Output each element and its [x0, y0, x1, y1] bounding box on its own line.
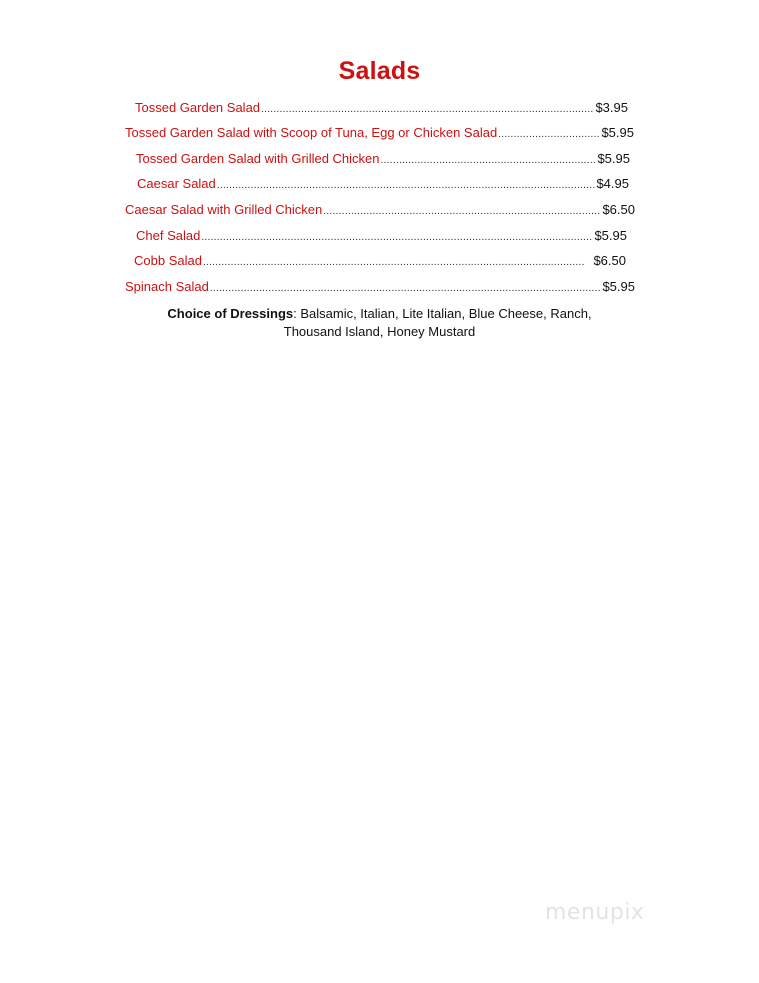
menu-item — [135, 100, 628, 120]
item-name: Cobb Salad — [134, 253, 202, 268]
dot-leader — [210, 283, 602, 294]
dressings-line-1 — [0, 305, 759, 323]
watermark-logo: menupix — [545, 900, 645, 925]
item-name: Spinach Salad — [125, 279, 209, 294]
menu-item — [125, 125, 634, 145]
item-name: Tossed Garden Salad with Grilled Chicken — [136, 151, 380, 166]
item-price: $5.95 — [597, 151, 630, 166]
dressings-options: : Balsamic, Italian, Lite Italian, Blue Cheese, Ranch, — [293, 306, 592, 321]
dot-leader — [381, 155, 597, 166]
item-price: $5.95 — [601, 125, 634, 140]
dressings-label: Choice of Dressings — [167, 306, 294, 321]
menu-item — [137, 176, 629, 196]
item-price: $5.95 — [602, 279, 635, 294]
item-price: $3.95 — [595, 100, 628, 115]
menu-item — [125, 279, 635, 299]
item-price: $6.50 — [602, 202, 635, 217]
menu-item — [136, 228, 627, 248]
menu-item — [125, 202, 635, 222]
item-name: Tossed Garden Salad with Scoop of Tuna, Egg or Chicken Salad — [125, 125, 498, 140]
dot-leader — [261, 104, 594, 115]
dressings-note — [0, 305, 759, 341]
dot-leader — [498, 129, 600, 140]
menu-item — [134, 253, 626, 273]
dot-leader — [217, 180, 596, 191]
dot-leader — [201, 232, 593, 243]
item-name: Tossed Garden Salad — [135, 100, 261, 115]
dressings-line-2: Thousand Island, Honey Mustard — [283, 324, 476, 339]
item-name: Chef Salad — [136, 228, 201, 243]
menu-item — [136, 151, 630, 171]
item-name: Caesar Salad — [137, 176, 216, 191]
item-price: $4.95 — [596, 176, 629, 191]
dot-leader — [203, 257, 586, 268]
item-price: $5.95 — [594, 228, 627, 243]
dot-leader — [323, 206, 601, 217]
item-price: $6.50 — [593, 253, 626, 268]
item-name: Caesar Salad with Grilled Chicken — [125, 202, 323, 217]
page-title: Salads — [338, 57, 421, 85]
